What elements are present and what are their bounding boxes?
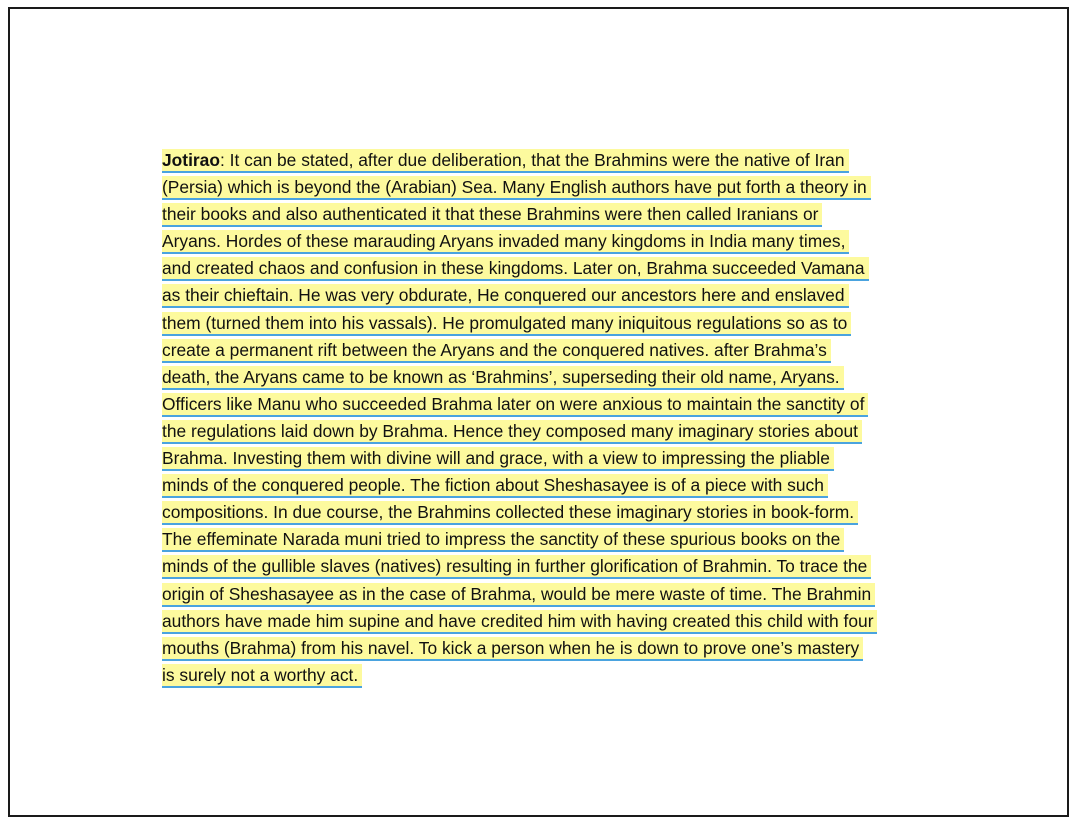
- text-line: [162, 500, 992, 527]
- highlight-span: minds of the gullible slaves (natives) resulting in further glorification of Brahmin. To trace the: [162, 555, 871, 579]
- line-text: : It can be stated, after due deliberation, that the Brahmins were the native of Iran: [219, 150, 845, 170]
- highlight-span: minds of the conquered people. The fiction about Sheshasayee is of a piece with such: [162, 474, 828, 498]
- text-line: [162, 527, 992, 554]
- text-line: [162, 636, 992, 663]
- speaker-name: Jotirao: [162, 150, 220, 170]
- text-line: [162, 256, 992, 283]
- highlight-span: authors have made him supine and have credited him with having created this child with four: [162, 610, 877, 634]
- highlight-span: as their chieftain. He was very obdurate, He conquered our ancestors here and enslaved: [162, 284, 849, 308]
- highlight-span: (Persia) which is beyond the (Arabian) Sea. Many English authors have put forth a theory in: [162, 176, 871, 200]
- highlight-span: create a permanent rift between the Aryans and the conquered natives. after Brahma’s: [162, 339, 831, 363]
- highlight-span: [162, 149, 849, 173]
- text-line: [162, 392, 992, 419]
- highlight-span: and created chaos and confusion in these kingdoms. Later on, Brahma succeeded Vamana: [162, 257, 869, 281]
- highlight-span: Brahma. Investing them with divine will and grace, with a view to impressing the pliable: [162, 447, 834, 471]
- highlight-span: mouths (Brahma) from his navel. To kick a person when he is down to prove one’s mastery: [162, 637, 863, 661]
- text-line: [162, 663, 992, 690]
- highlight-span: their books and also authenticated it that these Brahmins were then called Iranians or: [162, 203, 822, 227]
- highlighted-passage: [162, 148, 992, 690]
- highlight-span: compositions. In due course, the Brahmins collected these imaginary stories in book-form.: [162, 501, 858, 525]
- highlight-span: Officers like Manu who succeeded Brahma later on were anxious to maintain the sanctity of: [162, 393, 868, 417]
- text-line: [162, 554, 992, 581]
- text-line: [162, 202, 992, 229]
- text-line: [162, 419, 992, 446]
- document-page: [8, 7, 1069, 817]
- text-line: [162, 175, 992, 202]
- highlight-span: the regulations laid down by Brahma. Hence they composed many imaginary stories about: [162, 420, 862, 444]
- highlight-span: them (turned them into his vassals). He promulgated many iniquitous regulations so as to: [162, 312, 851, 336]
- text-line: [162, 338, 992, 365]
- text-line: [162, 311, 992, 338]
- text-line: [162, 473, 992, 500]
- text-line: [162, 148, 992, 175]
- highlight-span: death, the Aryans came to be known as ‘Brahmins’, superseding their old name, Aryans.: [162, 366, 844, 390]
- text-line: [162, 609, 992, 636]
- text-line: [162, 283, 992, 310]
- highlight-span: The effeminate Narada muni tried to impress the sanctity of these spurious books on the: [162, 528, 844, 552]
- text-line: [162, 446, 992, 473]
- text-line: [162, 582, 992, 609]
- highlight-span: is surely not a worthy act.: [162, 664, 362, 688]
- text-line: [162, 229, 992, 256]
- text-line: [162, 365, 992, 392]
- highlight-span: origin of Sheshasayee as in the case of Brahma, would be mere waste of time. The Brahmin: [162, 583, 875, 607]
- highlight-span: Aryans. Hordes of these marauding Aryans invaded many kingdoms in India many times,: [162, 230, 849, 254]
